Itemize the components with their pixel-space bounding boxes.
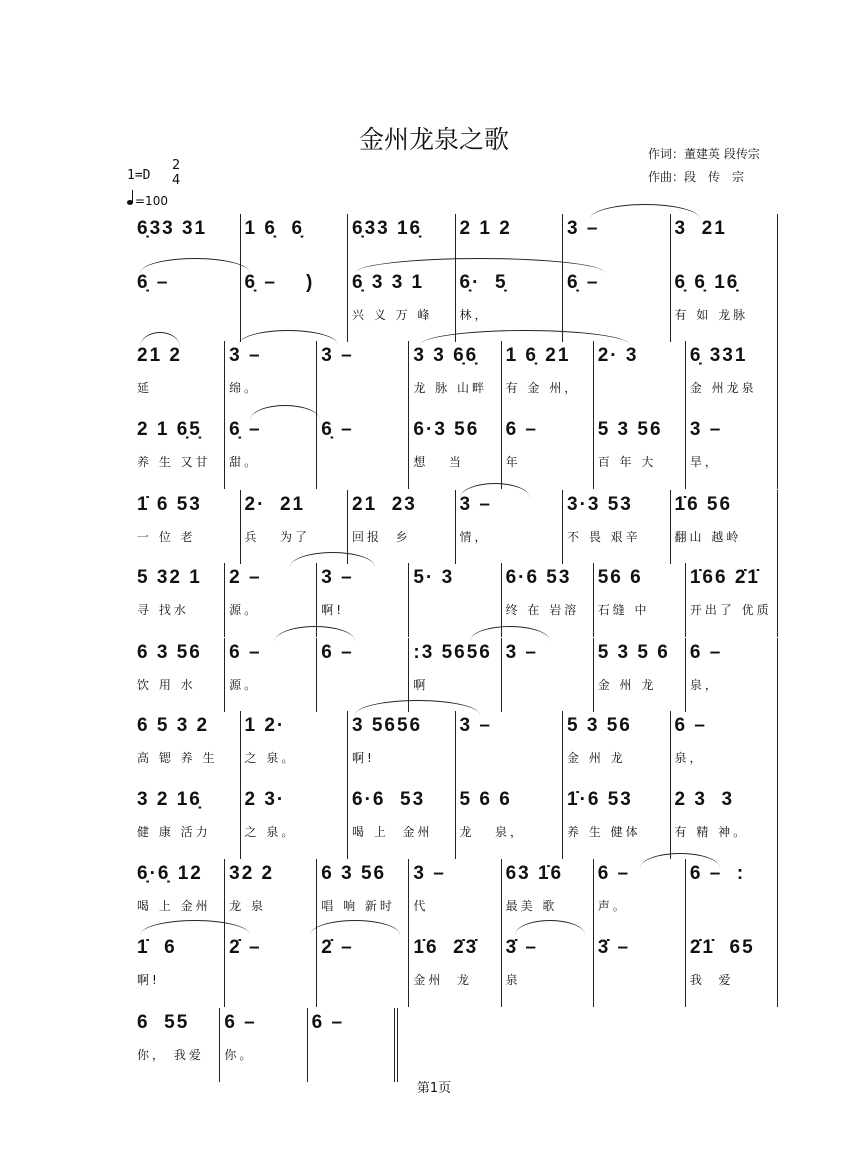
measure-notes: 5· 3 (413, 567, 455, 588)
score-row (133, 638, 778, 712)
measure (456, 711, 564, 785)
measure-lyrics: 林， (459, 308, 490, 322)
measure-notes: 2 3 3 (674, 789, 735, 810)
measure-notes: 6̣33 31 (137, 218, 208, 239)
measure-notes: 1̇66 2̇1̇ (689, 567, 760, 588)
meter-top: 2 (172, 158, 181, 173)
measure (225, 415, 317, 489)
lyricist-credit: 作词：董建英 段传宗 (648, 147, 760, 161)
measure-notes: 6 – (597, 863, 631, 884)
measure-notes: 6̣ 3 3 1 (352, 272, 425, 293)
measure-notes: 3 – (459, 715, 492, 736)
measure-lyrics: 回报 乡 (352, 530, 411, 544)
measure-notes: 2̇1̇ 65 (689, 937, 755, 958)
measure-lyrics: 唱 响 新时 (321, 899, 395, 913)
measure-notes: 56 6 (597, 567, 643, 588)
measure-notes: 6 5 3 2 (137, 715, 210, 736)
measure-notes: 6̣ – ) (244, 272, 315, 293)
measure-lyrics: 声。 (597, 899, 628, 913)
measure (241, 711, 349, 785)
page-number: 第1页 (416, 1081, 452, 1096)
measure-notes: 6 3 56 (137, 642, 202, 663)
measure-notes: 32 2 (229, 863, 275, 884)
measure (133, 638, 225, 712)
measure (456, 490, 564, 564)
measure-notes: 3 – (229, 345, 262, 366)
measure (671, 785, 779, 859)
quarter-note-icon (127, 200, 133, 205)
measure-notes: 21 2 (137, 345, 182, 366)
measure (409, 933, 501, 1007)
key-signature: 1=D (127, 168, 151, 183)
measure (133, 785, 241, 859)
measure-lyrics: 泉， (689, 678, 720, 692)
measure-lyrics: 金 州 龙 (597, 678, 657, 692)
measure-notes: 2 1 6̣5̣ (137, 419, 202, 440)
measure-lyrics: 翻山 越岭 (674, 530, 742, 544)
measure-notes: 1 6̣ 21 (505, 345, 571, 366)
measure (671, 711, 779, 785)
measure-notes: 6̣ 331 (689, 345, 748, 366)
measure (133, 490, 241, 564)
measure (686, 638, 778, 712)
measure (220, 1008, 307, 1082)
measure-notes: 6 – (689, 642, 723, 663)
measure-lyrics: 甜。 (229, 455, 260, 469)
measure-lyrics: 龙 脉 山畔 (413, 381, 488, 395)
measure-lyrics: 旱， (689, 455, 720, 469)
measure (502, 933, 594, 1007)
measure (348, 490, 456, 564)
measure-lyrics: 金 州龙泉 (689, 381, 757, 395)
measure-lyrics: 我 爱 (689, 973, 734, 987)
score-row (133, 415, 778, 489)
measure-notes: 6̣·6̣ 12 (137, 863, 203, 884)
measure-lyrics: 之 泉。 (244, 751, 297, 765)
measure-notes: 3 2 16̣ (137, 789, 202, 810)
measure (686, 859, 778, 933)
measure-notes: 6 3 56 (321, 863, 387, 884)
measure (563, 785, 671, 859)
score-row (133, 785, 778, 859)
measure-lyrics: 延 (137, 381, 153, 395)
measure-notes: 6·6 53 (352, 789, 426, 810)
measure (594, 859, 686, 933)
measure (348, 785, 456, 859)
measure-notes: 3̇ – (505, 937, 538, 958)
score-row (133, 859, 778, 933)
measure-lyrics: 金 州 龙 (567, 751, 626, 765)
measure-notes: 6 – : (689, 863, 746, 884)
measure-lyrics: 啊! (137, 973, 160, 987)
score-row (133, 268, 778, 342)
measure-notes: 6̣ 6̣ 16̣ (674, 272, 740, 293)
measure-notes: 6̣· 5̣ (459, 272, 508, 293)
measure-lyrics: 源。 (229, 678, 260, 692)
measure-lyrics: 一 位 老 (137, 530, 196, 544)
measure (133, 933, 225, 1007)
measure (594, 341, 686, 415)
measure (241, 785, 349, 859)
measure-notes: 6̣ – (229, 419, 262, 440)
measure (671, 268, 779, 342)
measure (317, 415, 409, 489)
song-title: 金州龙泉之歌 (358, 125, 509, 154)
measure (225, 341, 317, 415)
measure-notes: 6̣33 16̣ (352, 218, 423, 239)
measure-notes: 6̣ – (137, 272, 170, 293)
measure-notes: :3 5656 (413, 642, 492, 663)
measure-lyrics: 饮 用 水 (137, 678, 196, 692)
measure-lyrics: 高 锶 养 生 (137, 751, 218, 765)
measure-lyrics: 想 当 (413, 455, 464, 469)
measure-lyrics: 开出了 优质 (689, 603, 772, 617)
measure-notes: 6·3 56 (413, 419, 480, 440)
measure-notes: 6 – (224, 1012, 257, 1033)
measure-notes: 6 55 (137, 1012, 190, 1033)
measure-lyrics: 终 在 岩溶 (505, 603, 580, 617)
measure-notes: 1̇6 2̇3̇ (413, 937, 479, 958)
measure-notes: 6·6 53 (505, 567, 572, 588)
measure-notes: 5 3 56 (597, 419, 663, 440)
measure-lyrics: 不 畏 艰辛 (567, 530, 641, 544)
measure-lyrics: 养 生 又甘 (137, 455, 211, 469)
measure-lyrics: 情， (459, 530, 490, 544)
measure-lyrics: 有 如 龙脉 (674, 308, 749, 322)
measure (409, 563, 501, 637)
score-row (133, 1008, 398, 1082)
measure-notes: 6 – (674, 715, 707, 736)
measure-notes: 2 1 2 (459, 218, 512, 239)
measure-lyrics: 健 康 活力 (137, 825, 211, 839)
tempo-marking (127, 194, 168, 208)
measure-lyrics: 源。 (229, 603, 260, 617)
measure (133, 268, 241, 342)
measure-lyrics: 百 年 大 (597, 455, 657, 469)
measure-lyrics: 有 金 州， (505, 381, 580, 395)
measure (502, 341, 594, 415)
measure (563, 268, 671, 342)
measure-notes: 2· 21 (244, 494, 306, 515)
measure-lyrics: 龙 泉 (229, 899, 266, 913)
measure-notes: 3 5656 (352, 715, 423, 736)
measure-notes: 6 – (321, 642, 354, 663)
measure-notes: 3 – (413, 863, 446, 884)
measure-lyrics: 啊! (321, 603, 345, 617)
score-row (133, 933, 778, 1007)
score-row (133, 711, 778, 785)
measure-notes: 1̇6 56 (674, 494, 733, 515)
measure (133, 563, 225, 637)
measure-notes: 2· 3 (597, 345, 639, 366)
measure-notes: 3 – (689, 419, 723, 440)
measure (225, 638, 317, 712)
measure-notes: 5 6 6 (459, 789, 512, 810)
measure (409, 415, 501, 489)
measure-lyrics: 代 (413, 899, 429, 913)
measure-lyrics: 你， 我爱 (137, 1048, 204, 1062)
measure (317, 341, 409, 415)
measure-lyrics: 啊 (413, 678, 429, 692)
measure (225, 859, 317, 933)
measure-notes: 6̣ – (567, 272, 600, 293)
measure-lyrics: 金州 龙 (413, 973, 473, 987)
measure-lyrics: 之 泉。 (244, 825, 297, 839)
measure-lyrics: 养 生 健体 (567, 825, 641, 839)
measure (594, 933, 686, 1007)
measure-notes: 2 – (229, 567, 262, 588)
meter-bottom: 4 (172, 173, 181, 188)
measure-notes: 3̇ – (597, 937, 631, 958)
measure-notes: 63 1̇6 (505, 863, 564, 884)
score-row (133, 341, 778, 415)
measure (133, 711, 241, 785)
measure (686, 415, 778, 489)
measure (686, 563, 778, 637)
slur-arc (590, 204, 700, 219)
measure-notes: 2̇ – (321, 937, 354, 958)
measure (133, 1008, 220, 1082)
measure-lyrics: 喝 上 金州 (352, 825, 433, 839)
measure (594, 415, 686, 489)
measure (456, 785, 564, 859)
measure (563, 490, 671, 564)
measure (225, 933, 317, 1007)
measure-lyrics: 绵。 (229, 381, 260, 395)
measure (671, 490, 779, 564)
measure (409, 859, 501, 933)
measure-notes: 6 – (229, 642, 262, 663)
measure-lyrics: 兵 为了 (244, 530, 310, 544)
measure-notes: 2 3· (244, 789, 286, 810)
measure (563, 711, 671, 785)
measure-lyrics: 寻 找水 (137, 603, 189, 617)
measure-notes: 6 – (505, 419, 538, 440)
measure (348, 711, 456, 785)
measure-lyrics: 年 (505, 455, 521, 469)
measure-notes: 1 2· (244, 715, 286, 736)
score-row (133, 563, 778, 637)
measure (317, 563, 409, 637)
measure-lyrics: 啊! (352, 751, 375, 765)
measure-notes: 5 3 5 6 (597, 642, 670, 663)
measure-notes: 5 3 56 (567, 715, 632, 736)
measure-notes: 6 – (311, 1012, 345, 1033)
measure (348, 268, 456, 342)
measure-notes: 1̇·6 53 (567, 789, 633, 810)
measure-notes: 21 23 (352, 494, 417, 515)
measure-lyrics: 泉 (505, 973, 521, 987)
measure-lyrics: 最美 歌 (505, 899, 558, 913)
measure-notes: 3 – (321, 567, 354, 588)
measure-notes: 3·3 53 (567, 494, 633, 515)
tempo-value: =100 (135, 194, 168, 208)
measure-notes: 3 – (505, 642, 538, 663)
measure-notes: 3 21 (674, 218, 727, 239)
measure (594, 563, 686, 637)
measure-lyrics: 你。 (224, 1048, 255, 1062)
measure-lyrics: 泉， (674, 751, 705, 765)
score-row (133, 490, 778, 564)
measure (133, 341, 225, 415)
measure-lyrics: 石缝 中 (597, 603, 650, 617)
measure (502, 638, 594, 712)
measure-notes: 3 3 6̣6̣ (413, 345, 479, 366)
measure (133, 415, 225, 489)
measure-notes: 2̇ – (229, 937, 262, 958)
measure-lyrics: 龙 泉， (459, 825, 525, 839)
measure-notes: 3 – (567, 218, 600, 239)
measure (686, 933, 778, 1007)
composer-credit: 作曲：段 传 宗 (648, 170, 745, 184)
measure-lyrics: 兴 义 万 峰 (352, 308, 433, 322)
measure (308, 1008, 398, 1082)
measure (502, 415, 594, 489)
time-signature (172, 158, 180, 188)
measure-lyrics: 有 精 神。 (674, 825, 749, 839)
measure (409, 341, 501, 415)
measure-notes: 6̣ – (321, 419, 354, 440)
measure-notes: 3 – (459, 494, 492, 515)
measure-notes: 5 32 1 (137, 567, 202, 588)
measure-lyrics: 喝 上 金州 (137, 899, 211, 913)
measure-notes: 1̇ 6 53 (137, 494, 202, 515)
measure-notes: 3 – (321, 345, 354, 366)
measure (594, 638, 686, 712)
measure (686, 341, 778, 415)
measure-notes: 1̇ 6 (137, 937, 177, 958)
measure-notes: 1 6̣ 6̣ (244, 218, 305, 239)
measure (317, 933, 409, 1007)
